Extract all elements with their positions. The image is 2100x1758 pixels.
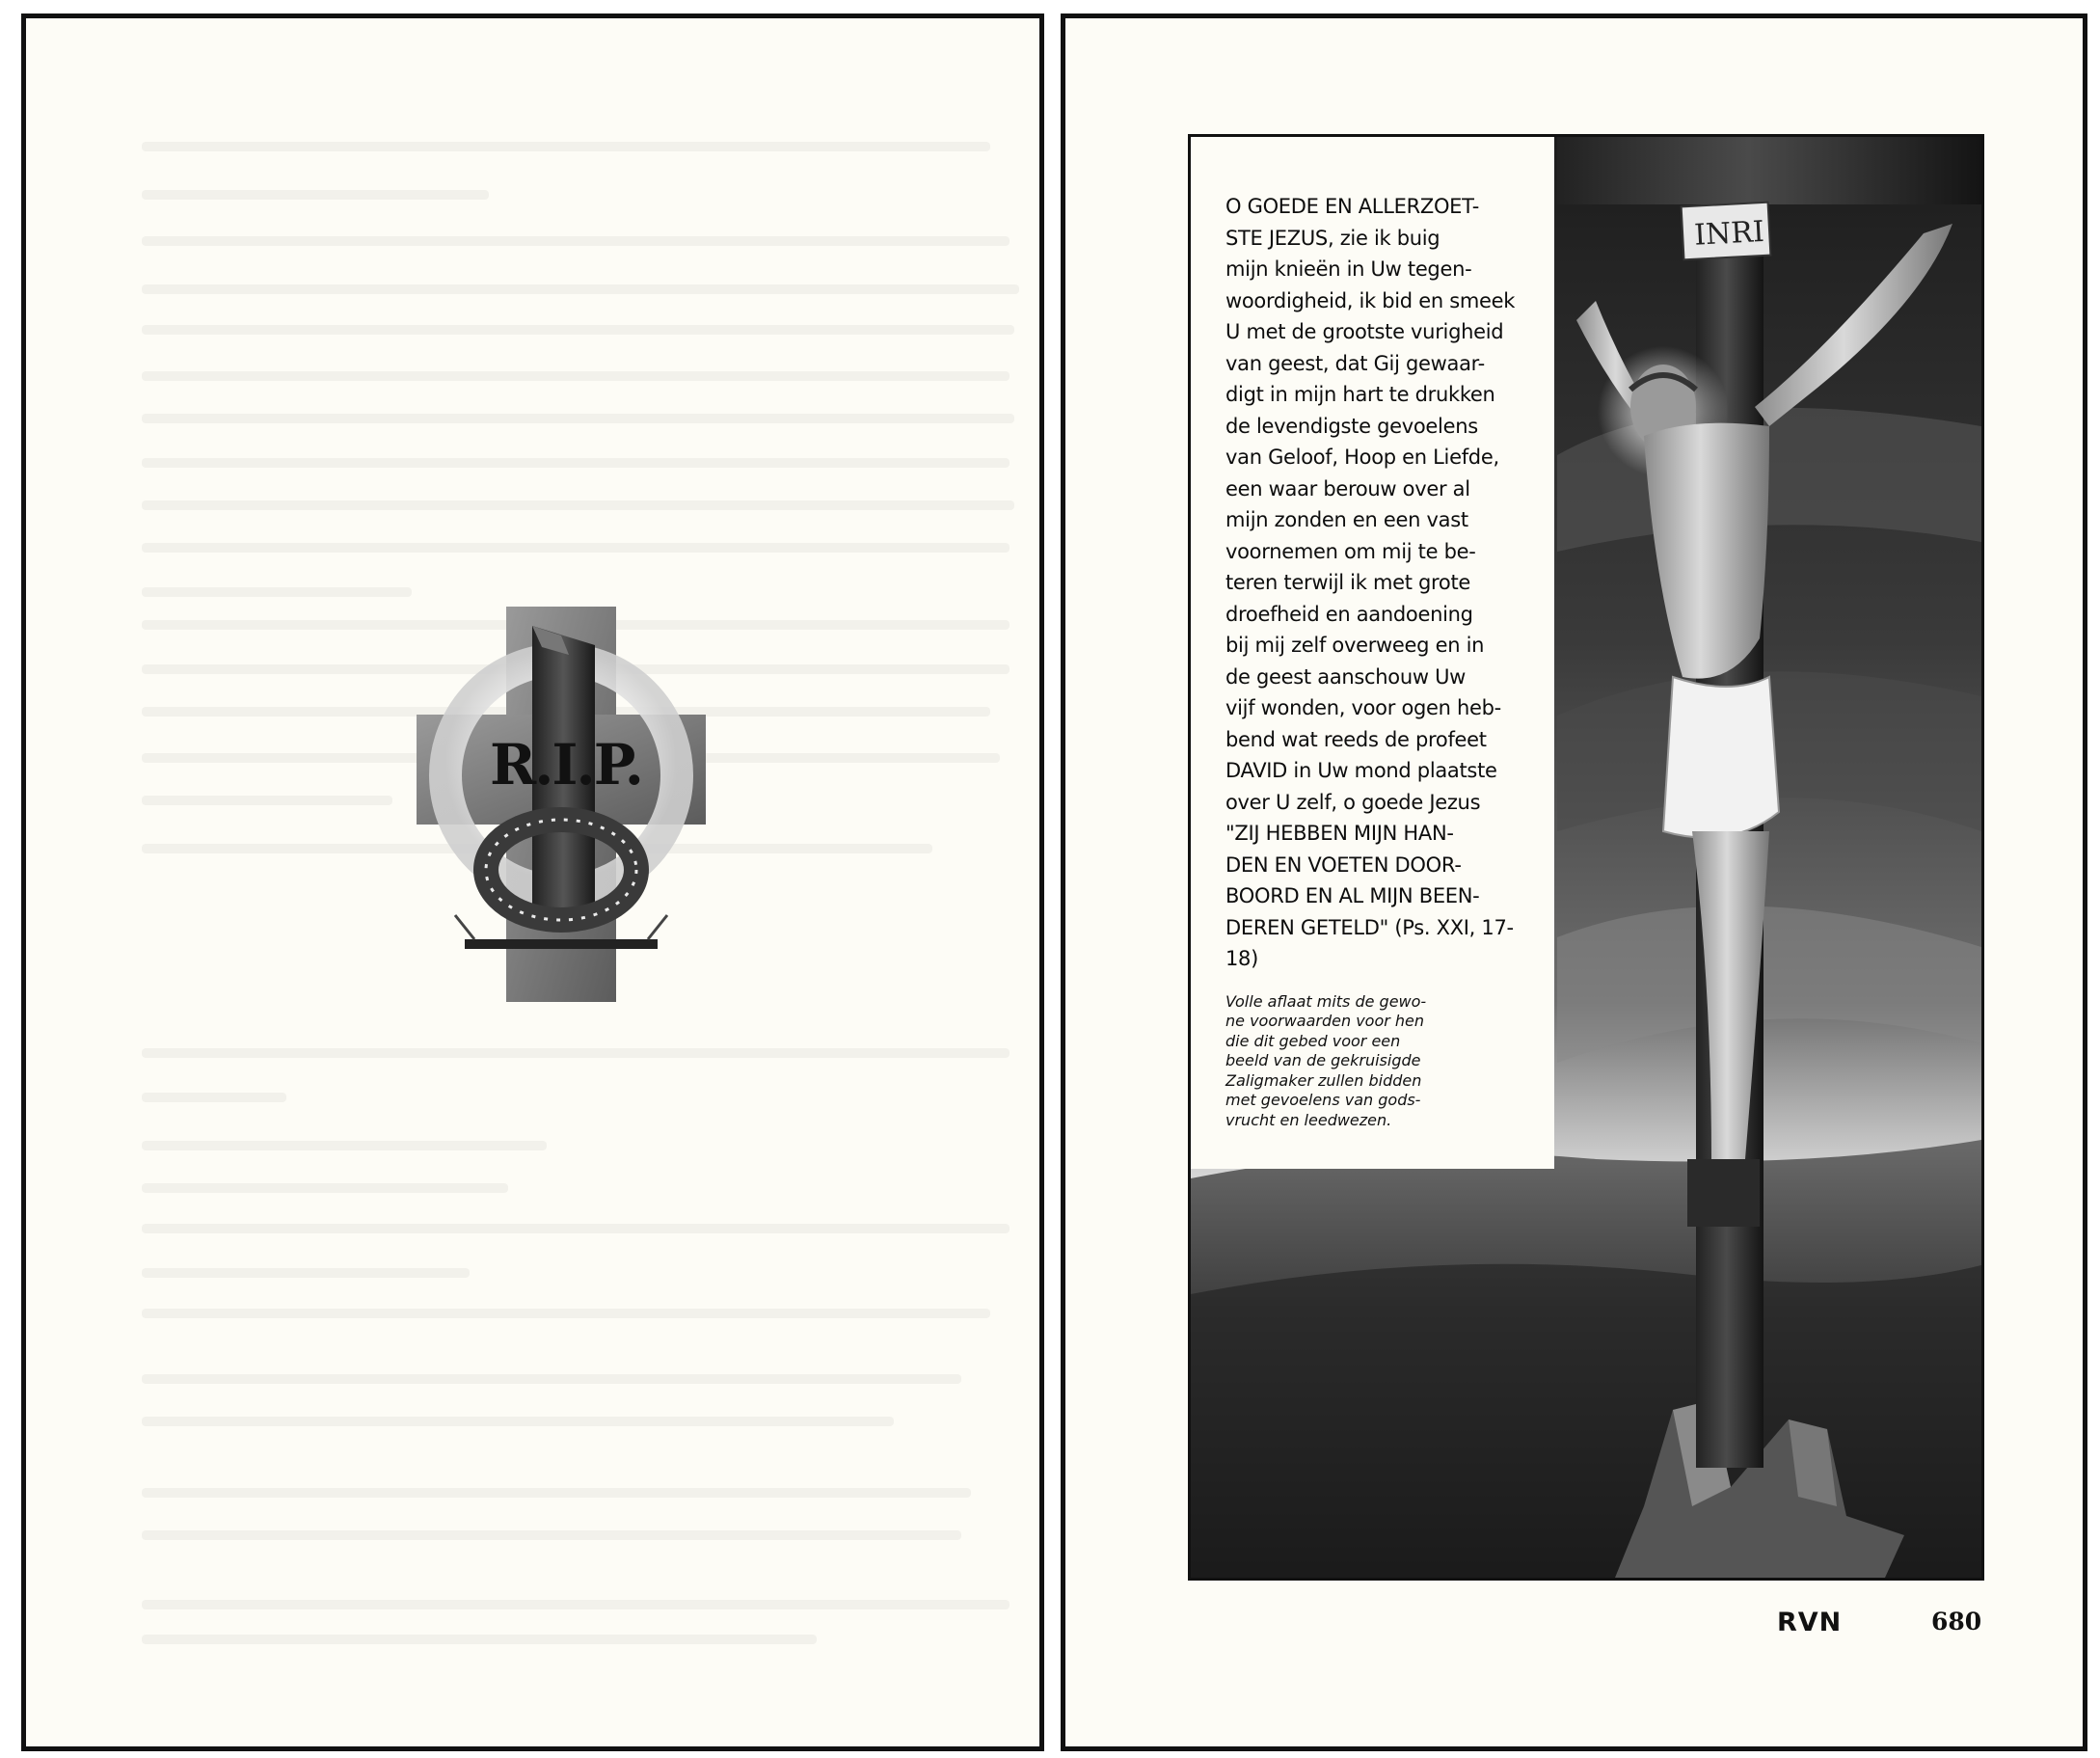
prayer-text: O GOEDE EN ALLERZOET- STE JEZUS, zie ik buig mijn knieën in Uw tegen- woordigheid, ik bid en smeek U met de grootste vurigheid van geest, dat Gij gewaar- digt in mijn hart te drukken de levendigste gevoelens van Geloof, Hoop en Liefde, een waar berouw over al mijn zonden en een vast voornemen om mij te be- teren terwijl ik met grote droefheid en aandoening bij mij zelf overweeg en in de geest aanschouw Uw vijf wonden, voor ogen heb- bend wat reeds de profeet DAVID in Uw mond plaatste over U zelf, o goede Jezus "ZIJ HEBBEN MIJN HAN- DEN EN VOETEN DOOR- BOORD EN AL MIJN BEEN- DEREN GETELD" (Ps. XXI, 17-18) xyxy=(1225,195,1516,970)
cross-wreath-icon xyxy=(397,597,725,1012)
publisher-code: RVN xyxy=(1777,1608,1843,1637)
item-number: 680 xyxy=(1931,1608,1982,1636)
left-card xyxy=(21,14,1044,1751)
rip-emblem-text: R.I.P. xyxy=(490,732,642,798)
right-card xyxy=(1061,14,2087,1751)
inri-plaque-text: INRI xyxy=(1693,214,1765,253)
prayer-text-box xyxy=(1191,137,1554,1169)
indulgence-note: Volle aflaat mits de gewo- ne voorwaarden voor hen die dit gebed voor een beeld van de gekruisigde Zaligmaker zullen bidden met gevoelens van gods- vrucht en leedwezen. xyxy=(1225,991,1427,1129)
crucifix-picture-frame xyxy=(1188,134,1984,1581)
rip-emblem xyxy=(397,597,725,1012)
